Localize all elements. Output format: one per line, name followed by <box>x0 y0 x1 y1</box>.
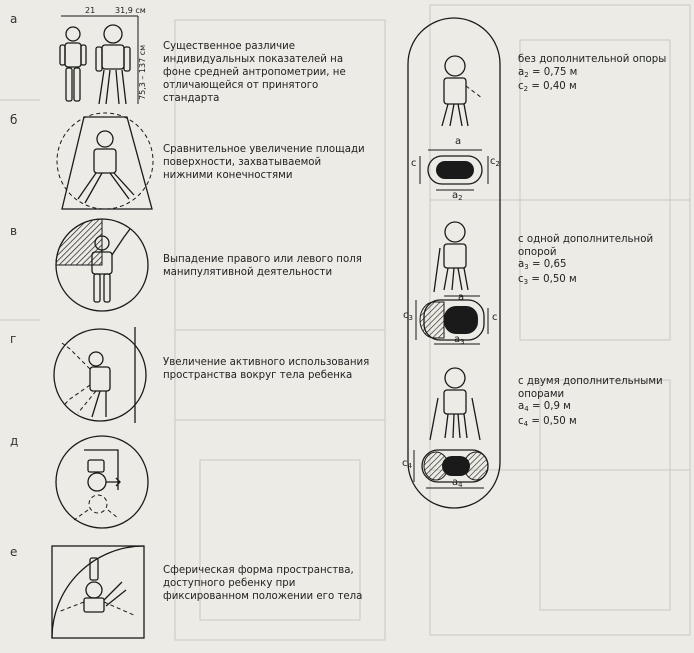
panel-e-letter: д <box>10 434 19 448</box>
oval1-left-label: c <box>411 158 417 169</box>
panel-c-text: Выпадение правого или левого поля манипулятивной деятельности <box>163 254 362 278</box>
oval2-left-label: $c_3$ <box>403 310 413 322</box>
dim-side: 75,3 – 137 см <box>138 44 147 100</box>
dim-top-a: 21 <box>85 6 96 15</box>
panel-d-text: Увеличение активного использования пространства вокруг тела ребенка <box>163 357 370 381</box>
oval1-right-label: $c_2$ <box>490 156 500 168</box>
oval2-bottom-label: $a_3$ <box>454 334 465 346</box>
panel-f-figure <box>48 542 148 642</box>
oval2-top-label: a <box>458 292 465 303</box>
right-3-c: $c_4 = 0,50$ м <box>518 415 577 428</box>
panel-b-letter: б <box>10 113 18 127</box>
panel-c-letter: в <box>10 224 18 238</box>
panel-f-letter: е <box>10 545 18 559</box>
right-2-title: с одной дополнительной опорой <box>518 234 654 258</box>
right-group-3 <box>518 376 688 430</box>
right-2-c: $c_3 = 0,50$ м <box>518 273 577 286</box>
right-3-a: $a_4 = 0,9$ м <box>518 401 571 413</box>
oval1-top-label: a <box>455 136 462 147</box>
oval3-bottom-label: $a_4$ <box>452 477 463 489</box>
right-1-title: без дополнительной опоры <box>518 54 667 65</box>
dim-top-b: 31,9 см <box>115 6 146 15</box>
panel-b-figure <box>52 113 162 213</box>
oval3-left-label: $c_4$ <box>402 458 412 470</box>
right-group-2 <box>518 234 688 288</box>
right-1-c: $c_2 = 0,40$ м <box>518 81 577 93</box>
panel-d-figure <box>52 325 152 425</box>
right-3-title: с двумя дополнительными опорами <box>518 376 663 400</box>
panel-b-text: Сравнительное увеличение площади поверхности, захватываемой нижними конечностями <box>163 144 365 181</box>
panel-a-text: Существенное различие индивидуальных показателей на фоне средней антропометрии, не отличающейся от принятого стандарта <box>163 41 346 104</box>
panel-f-text: Сферическая форма пространства, доступного ребенку при фиксированном положении его тела <box>163 565 363 602</box>
oval2-right-label: c <box>492 312 498 323</box>
panel-e-figure <box>52 430 152 530</box>
panel-a-figures <box>55 4 155 114</box>
panel-d-letter: г <box>10 332 17 346</box>
panel-c-figure <box>52 215 152 315</box>
right-2-a: $a_3 = 0,65$ <box>518 259 567 271</box>
right-1-a: $a_2 = 0,75$ м <box>518 66 578 79</box>
right-group-1 <box>518 54 688 96</box>
panel-a-letter: а <box>10 12 18 26</box>
oval1-bottom-label: $a_2$ <box>452 190 463 202</box>
support-capsule-diagram <box>400 8 510 518</box>
